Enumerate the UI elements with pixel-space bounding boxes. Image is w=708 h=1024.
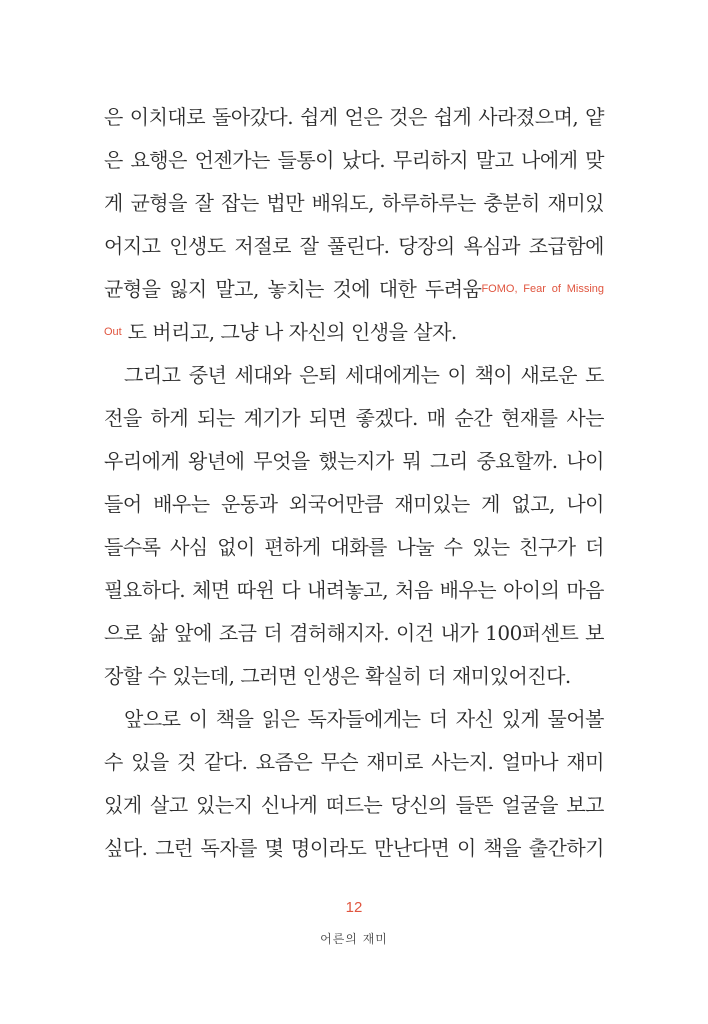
text-line: 우리에게 왕년에 무엇을 했는지가 뭐 그리 중요할까. 나이 [104,449,604,473]
text-line: 들어 배우는 운동과 외국어만큼 재미있는 게 없고, 나이 [104,492,604,516]
text-segment: 균형을 잃지 말고, 놓치는 것에 대한 두려움 [104,277,482,301]
text-line: 필요하다. 체면 따윈 다 내려놓고, 처음 배우는 아이의 마음 [104,578,604,602]
text-line: 들수록 사심 없이 편하게 대화를 나눌 수 있는 친구가 더 [104,535,604,559]
text-line: 은 이치대로 돌아갔다. 쉽게 얻은 것은 쉽게 사라졌으며, 얕 [104,105,604,129]
text-line-with-footnote [104,311,604,354]
text-line: 으로 삶 앞에 조금 더 겸허해지자. 이건 내가 100퍼센트 보 [104,621,604,645]
text-segment: 도 버리고, 그냥 나 자신의 인생을 살자. [127,320,457,344]
text-line: 어지고 인생도 저절로 잘 풀린다. 당장의 욕심과 조급함에 [104,234,604,258]
paragraph-start-line: 그리고 중년 세대와 은퇴 세대에게는 이 책이 새로운 도 [124,363,604,387]
footnote-annotation: FOMO, Fear of Missing [481,283,604,295]
page-number: 12 [345,899,363,916]
text-line: 은 요행은 언젠가는 들통이 났다. 무리하지 말고 나에게 맞 [104,148,604,172]
running-title: 어른의 재미 [320,932,388,946]
text-line-with-footnote [104,268,604,311]
text-line: 싶다. 그런 독자를 몇 명이라도 만난다면 이 책을 출간하기 [104,836,604,860]
body-text [104,96,604,870]
paragraph-start-line: 앞으로 이 책을 읽은 독자들에게는 더 자신 있게 물어볼 [124,707,604,731]
footnote-annotation-continued: Out [104,326,122,338]
text-line: 있게 살고 있는지 신나게 떠드는 당신의 들뜬 얼굴을 보고 [104,793,604,817]
text-line: 전을 하게 되는 계기가 되면 좋겠다. 매 순간 현재를 사는 [104,406,604,430]
text-line: 장할 수 있는데, 그러면 인생은 확실히 더 재미있어진다. [104,664,571,688]
text-line: 수 있을 것 같다. 요즘은 무슨 재미로 사는지. 얼마나 재미 [104,750,604,774]
text-line: 게 균형을 잘 잡는 법만 배워도, 하루하루는 충분히 재미있 [104,191,604,215]
